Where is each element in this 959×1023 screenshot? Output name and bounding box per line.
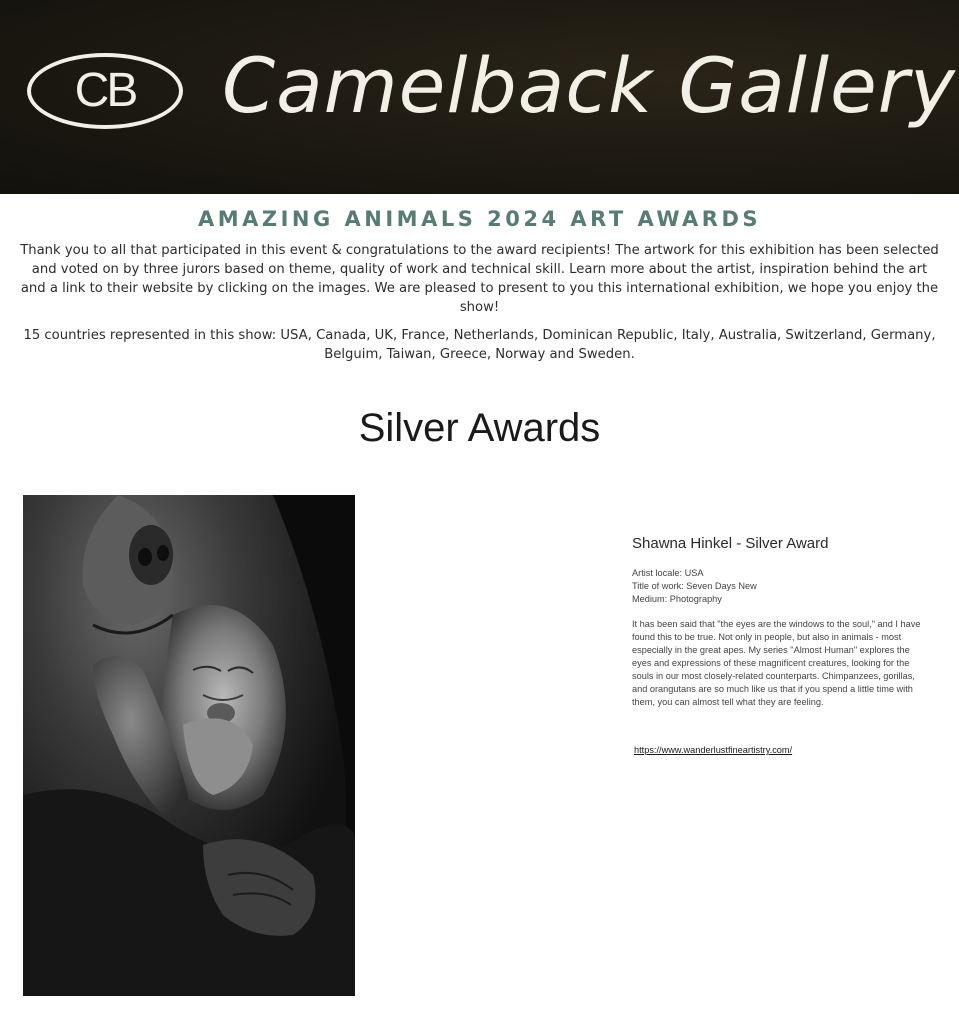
artist-statement: It has been said that "the eyes are the windows to the soul," and I have found this to be true. Not only in people, but also in animals - most especially in the great apes. My series "Almost Human" explores the eyes and expressions of these magnificent creatures, looking for the souls in our most closely-related counterparts. Chimpanzees, gorillas, and orangutans are so much like us that if you spend a little time with them, you can almost tell what they are feeling.	[632, 619, 921, 707]
title-of-work: Title of work: Seven Days New	[632, 581, 757, 591]
artwork-medium: Medium: Photography	[632, 594, 722, 604]
countries-text: 15 countries represented in this show: USA, Canada, UK, France, Netherlands, Dominican Republic, Italy, Australia, Switzerland, Germany, Belguim, Taiwan, Greece, Norway and Sweden.	[23, 328, 936, 362]
site-header	[0, 0, 959, 194]
artist-website-link[interactable]: https://www.wanderlustfineartistry.com/	[634, 745, 793, 755]
event-intro-text: Thank you to all that participated in this event & congratulations to the award recipients! The artwork for this exhibition has been selected and voted on by three jurors based on theme, quality of work and technical skill. Learn more about the artist, inspiration behind the art and a link to their website by clicking on the images. We are pleased to present to you this international exhibition, we hope you enjoy the show!	[20, 243, 939, 315]
gallery-logo[interactable]	[27, 53, 183, 129]
logo-monogram: CB	[74, 64, 136, 117]
site-title[interactable]: Camelback Gallery	[222, 41, 956, 130]
artwork-image[interactable]	[23, 495, 355, 996]
gorilla-photo-icon	[23, 495, 355, 996]
artist-heading: Shawna Hinkel - Silver Award	[632, 535, 829, 552]
artist-locale: Artist locale: USA	[632, 568, 704, 578]
event-title: AMAZING ANIMALS 2024 ART AWARDS	[197, 207, 762, 231]
section-heading: Silver Awards	[358, 406, 601, 450]
artwork-details	[632, 567, 757, 606]
